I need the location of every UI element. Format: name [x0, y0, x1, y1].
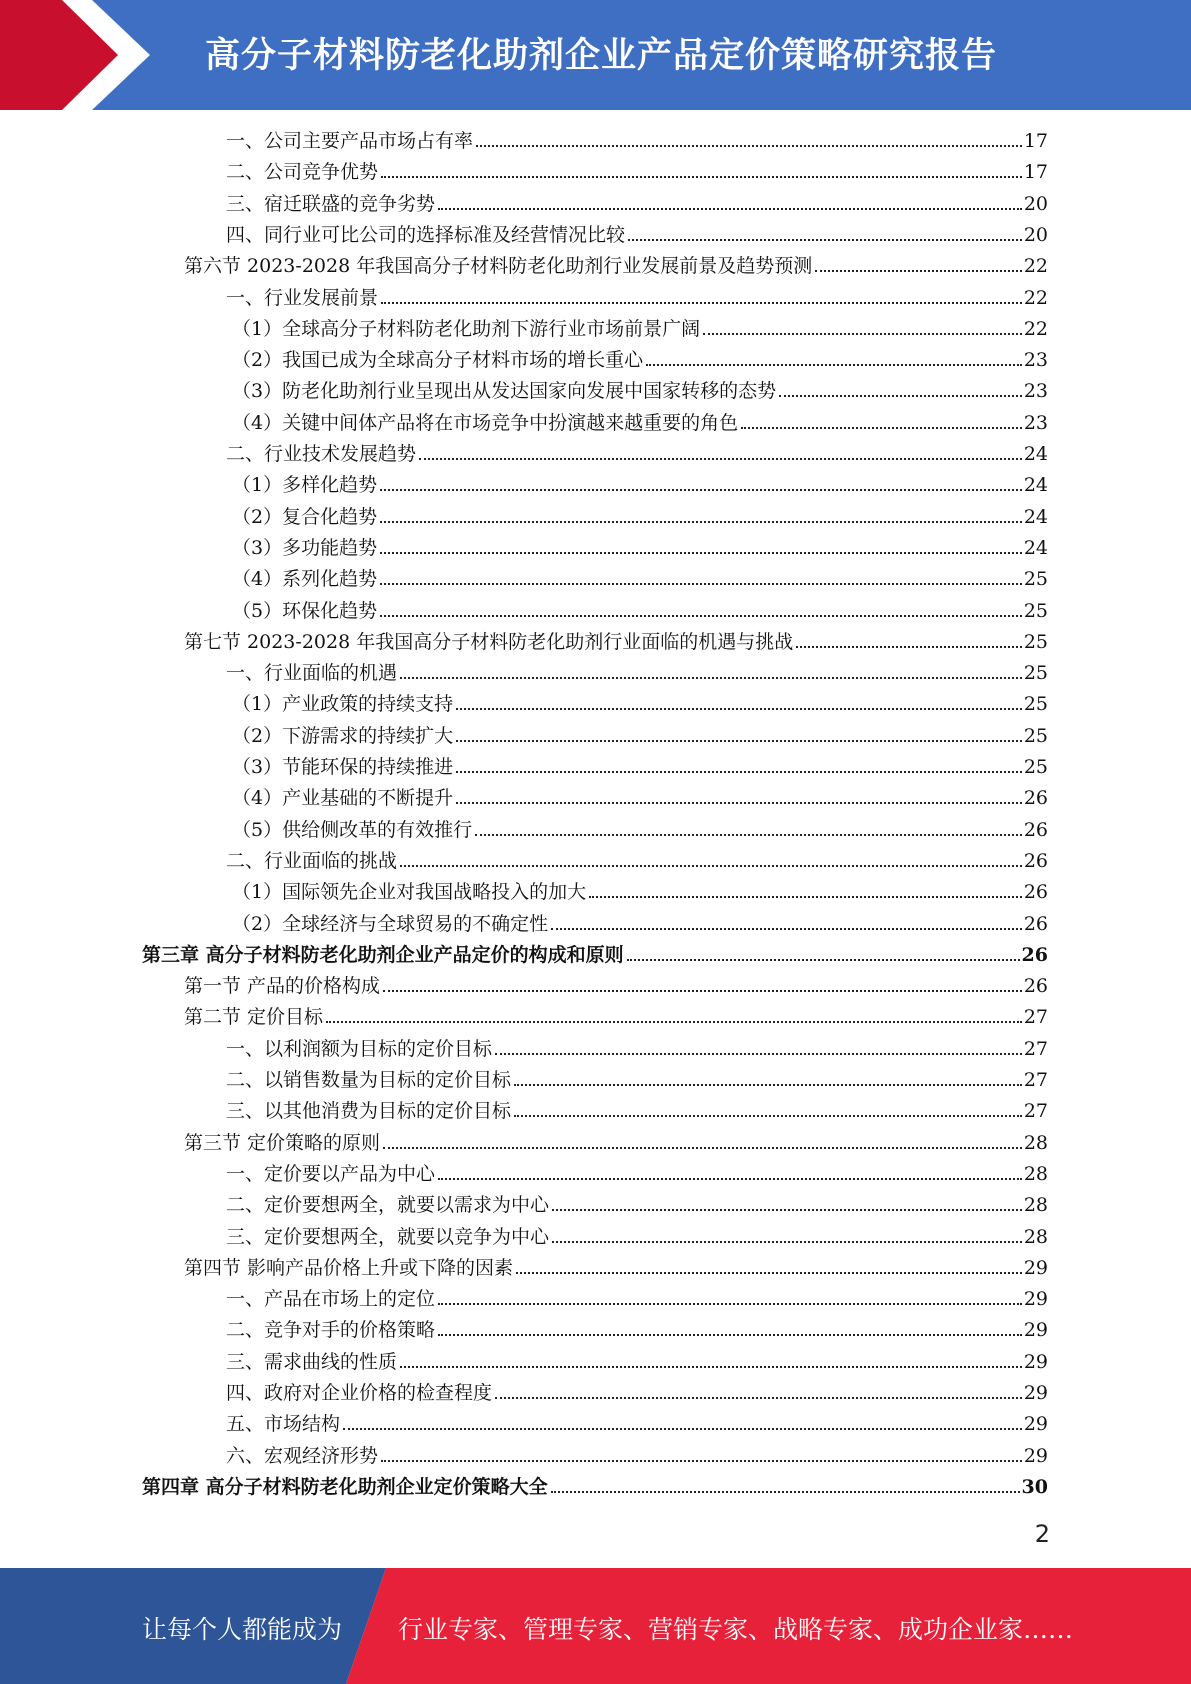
toc-entry-page: 17 — [1023, 130, 1048, 152]
toc-entry-page: 29 — [1023, 1445, 1048, 1467]
toc-dot-leader — [741, 427, 1022, 429]
toc-entry-label: （1）国际领先企业对我国战略投入的加大 — [232, 881, 587, 903]
toc-entry-label: （2）全球经济与全球贸易的不确定性 — [232, 913, 549, 935]
toc-dot-leader — [646, 364, 1022, 366]
toc-dot-leader — [438, 1334, 1022, 1336]
toc-entry-page: 29 — [1023, 1319, 1048, 1341]
toc-dot-leader — [380, 552, 1022, 554]
toc-entry-page: 28 — [1023, 1132, 1048, 1154]
toc-entry[interactable] — [226, 1380, 1048, 1406]
toc-entry-label: 二、以销售数量为目标的定价目标 — [226, 1069, 512, 1091]
toc-entry-page: 24 — [1023, 443, 1048, 465]
toc-entry-page: 24 — [1023, 537, 1048, 559]
toc-entry-page: 30 — [1021, 1476, 1048, 1498]
toc-entry-label: 二、行业面临的挑战 — [226, 850, 398, 872]
toc-entry-page: 29 — [1023, 1257, 1048, 1279]
toc-entry-label: （2）复合化趋势 — [232, 506, 378, 528]
footer-slogan-right: 行业专家、管理专家、营销专家、战略专家、成功企业家…… — [398, 1615, 1074, 1644]
toc-dot-leader — [419, 458, 1022, 460]
toc-entry[interactable] — [226, 285, 1048, 311]
toc-entry[interactable] — [232, 316, 1048, 342]
toc-entry-label: 第四节 影响产品价格上升或下降的因素 — [184, 1257, 514, 1279]
toc-entry-label: 一、定价要以产品为中心 — [226, 1163, 436, 1185]
toc-entry-page: 26 — [1023, 975, 1048, 997]
toc-entry[interactable] — [226, 1286, 1048, 1312]
toc-entry[interactable] — [142, 1474, 1048, 1500]
toc-dot-leader — [326, 1021, 1022, 1023]
toc-entry[interactable] — [226, 1036, 1048, 1062]
toc-entry-page: 26 — [1023, 881, 1048, 903]
toc-dot-leader — [815, 270, 1022, 272]
toc-dot-leader — [438, 1303, 1022, 1305]
toc-entry-page: 22 — [1023, 318, 1048, 340]
toc-dot-leader — [552, 1241, 1022, 1243]
toc-entry-page: 26 — [1023, 819, 1048, 841]
toc-entry-page: 28 — [1023, 1194, 1048, 1216]
toc-entry-page: 25 — [1023, 568, 1048, 590]
toc-entry-label: （5）环保化趋势 — [232, 600, 378, 622]
toc-entry-label: （5）供给侧改革的有效推行 — [232, 819, 473, 841]
toc-entry-label: （1）全球高分子材料防老化助剂下游行业市场前景广阔 — [232, 318, 701, 340]
toc-dot-leader — [381, 302, 1022, 304]
toc-dot-leader — [495, 1397, 1022, 1399]
toc-entry-page: 20 — [1023, 193, 1048, 215]
toc-dot-leader — [380, 615, 1022, 617]
toc-entry-page: 23 — [1023, 349, 1048, 371]
toc-entry-label: （4）产业基础的不断提升 — [232, 787, 454, 809]
toc-entry-label: （1）多样化趋势 — [232, 474, 378, 496]
toc-entry[interactable] — [226, 1317, 1048, 1343]
toc-entry-label: （1）产业政策的持续支持 — [232, 693, 454, 715]
toc-entry-label: （2）下游需求的持续扩大 — [232, 725, 454, 747]
toc-entry-page: 25 — [1023, 756, 1048, 778]
toc-entry[interactable] — [184, 973, 1048, 999]
toc-entry[interactable] — [184, 1004, 1048, 1030]
toc-dot-leader — [552, 1209, 1022, 1211]
toc-entry-page: 22 — [1023, 255, 1048, 277]
toc-entry-label: 二、公司竞争优势 — [226, 161, 379, 183]
toc-entry-label: 第四章 高分子材料防老化助剂企业定价策略大全 — [142, 1476, 548, 1498]
footer-slogan-left: 让每个人都能成为 — [142, 1615, 343, 1644]
toc-entry-page: 17 — [1023, 161, 1048, 183]
toc-entry-label: 一、产品在市场上的定位 — [226, 1288, 436, 1310]
toc-entry-label: 一、公司主要产品市场占有率 — [226, 130, 474, 152]
toc-entry[interactable] — [232, 785, 1048, 811]
toc-dot-leader — [381, 176, 1022, 178]
toc-entry[interactable] — [226, 441, 1048, 467]
toc-entry-page: 25 — [1023, 725, 1048, 747]
toc-entry-label: （4）系列化趋势 — [232, 568, 378, 590]
toc-entry[interactable] — [226, 1067, 1048, 1093]
toc-dot-leader — [514, 1115, 1022, 1117]
toc-entry-page: 27 — [1023, 1038, 1048, 1060]
toc-entry-label: 第七节 2023-2028 年我国高分子材料防老化助剂行业面临的机遇与挑战 — [184, 631, 794, 653]
toc-entry-page: 29 — [1023, 1413, 1048, 1435]
toc-entry-page: 27 — [1023, 1069, 1048, 1091]
toc-entry[interactable] — [232, 879, 1048, 905]
toc-dot-leader — [380, 521, 1022, 523]
toc-entry-page: 28 — [1023, 1163, 1048, 1185]
toc-entry-label: 一、以利润额为目标的定价目标 — [226, 1038, 493, 1060]
toc-entry-page: 26 — [1023, 913, 1048, 935]
toc-entry-page: 29 — [1023, 1288, 1048, 1310]
toc-entry-label: 第六节 2023-2028 年我国高分子材料防老化助剂行业发展前景及趋势预测 — [184, 255, 813, 277]
toc-entry-page: 24 — [1023, 474, 1048, 496]
toc-entry-page: 27 — [1023, 1006, 1048, 1028]
toc-entry[interactable] — [232, 911, 1048, 937]
toc-entry-page: 23 — [1023, 412, 1048, 434]
toc-entry-label: 四、政府对企业价格的检查程度 — [226, 1382, 493, 1404]
toc-entry-page: 23 — [1023, 380, 1048, 402]
toc-entry[interactable] — [232, 566, 1048, 592]
toc-entry[interactable] — [226, 1161, 1048, 1187]
toc-entry-page: 24 — [1023, 506, 1048, 528]
toc-entry[interactable] — [226, 1192, 1048, 1218]
toc-dot-leader — [383, 990, 1022, 992]
toc-entry-label: 三、以其他消费为目标的定价目标 — [226, 1100, 512, 1122]
toc-entry-label: （3）防老化助剂行业呈现出从发达国家向发展中国家转移的态势 — [232, 380, 777, 402]
toc-entry-page: 25 — [1023, 631, 1048, 653]
page-footer — [0, 1568, 1191, 1684]
toc-entry[interactable] — [232, 504, 1048, 530]
toc-entry[interactable] — [232, 378, 1048, 404]
toc-dot-leader — [456, 771, 1022, 773]
toc-dot-leader — [779, 395, 1022, 397]
toc-dot-leader — [514, 1084, 1022, 1086]
toc-entry-label: 三、需求曲线的性质 — [226, 1351, 398, 1373]
toc-dot-leader — [380, 583, 1022, 585]
toc-entry-label: 一、行业面临的机遇 — [226, 662, 398, 684]
toc-entry[interactable] — [232, 347, 1048, 373]
toc-dot-leader — [456, 708, 1022, 710]
toc-entry-page: 25 — [1023, 693, 1048, 715]
toc-entry[interactable] — [142, 942, 1048, 968]
toc-dot-leader — [551, 928, 1022, 930]
toc-entry-label: 四、同行业可比公司的选择标准及经营情况比较 — [226, 224, 626, 246]
toc-entry[interactable] — [184, 1130, 1048, 1156]
toc-entry-label: （3）节能环保的持续推进 — [232, 756, 454, 778]
toc-entry[interactable] — [184, 253, 1048, 279]
toc-entry-page: 28 — [1023, 1226, 1048, 1248]
toc-entry-label: （4）关键中间体产品将在市场竞争中扮演越来越重要的角色 — [232, 412, 739, 434]
toc-entry-page: 22 — [1023, 287, 1048, 309]
toc-entry-page: 29 — [1023, 1351, 1048, 1373]
toc-entry[interactable] — [226, 128, 1048, 154]
toc-dot-leader — [628, 239, 1022, 241]
toc-entry-label: 第三节 定价策略的原则 — [184, 1132, 381, 1154]
toc-entry-label: （2）我国已成为全球高分子材料市场的增长重心 — [232, 349, 644, 371]
toc-entry[interactable] — [226, 1411, 1048, 1437]
toc-dot-leader — [551, 1491, 1020, 1493]
toc-dot-leader — [380, 489, 1022, 491]
toc-entry-page: 25 — [1023, 600, 1048, 622]
toc-dot-leader — [627, 959, 1020, 961]
toc-entry[interactable] — [232, 817, 1048, 843]
toc-entry-label: （3）多功能趋势 — [232, 537, 378, 559]
toc-entry-label: 三、宿迁联盛的竞争劣势 — [226, 193, 436, 215]
toc-entry-label: 五、市场结构 — [226, 1413, 341, 1435]
toc-entry[interactable] — [226, 1443, 1048, 1469]
toc-entry[interactable] — [226, 191, 1048, 217]
toc-entry-page: 29 — [1023, 1382, 1048, 1404]
toc-entry-label: 第一节 产品的价格构成 — [184, 975, 381, 997]
toc-dot-leader — [495, 1053, 1022, 1055]
toc-entry-label: 第二节 定价目标 — [184, 1006, 324, 1028]
toc-entry[interactable] — [226, 222, 1048, 248]
toc-entry-page: 27 — [1023, 1100, 1048, 1122]
toc-entry[interactable] — [226, 660, 1048, 686]
toc-entry-label: 二、定价要想两全，就要以需求为中心 — [226, 1194, 550, 1216]
toc-entry[interactable] — [226, 1349, 1048, 1375]
toc-entry-label: 三、定价要想两全，就要以竞争为中心 — [226, 1226, 550, 1248]
toc-entry[interactable] — [232, 754, 1048, 780]
toc-dot-leader — [456, 802, 1022, 804]
toc-entry-label: 二、竞争对手的价格策略 — [226, 1319, 436, 1341]
toc-entry[interactable] — [232, 535, 1048, 561]
toc-dot-leader — [456, 740, 1022, 742]
toc-dot-leader — [381, 1460, 1022, 1462]
toc-entry-label: 第三章 高分子材料防老化助剂企业产品定价的构成和原则 — [142, 944, 624, 966]
toc-entry[interactable] — [184, 1255, 1048, 1281]
toc-dot-leader — [516, 1272, 1022, 1274]
toc-dot-leader — [400, 1366, 1022, 1368]
toc-entry-page: 26 — [1023, 787, 1048, 809]
toc-dot-leader — [438, 208, 1022, 210]
toc-entry[interactable] — [232, 691, 1048, 717]
toc-dot-leader — [383, 1147, 1022, 1149]
toc-dot-leader — [703, 333, 1022, 335]
toc-dot-leader — [475, 834, 1022, 836]
toc-entry[interactable] — [226, 159, 1048, 185]
toc-entry-page: 20 — [1023, 224, 1048, 246]
toc-entry[interactable] — [232, 598, 1048, 624]
toc-entry[interactable] — [232, 472, 1048, 498]
toc-entry-page: 26 — [1023, 850, 1048, 872]
page-header — [0, 0, 1191, 110]
toc-entry[interactable] — [232, 723, 1048, 749]
toc-entry-page: 25 — [1023, 662, 1048, 684]
toc-dot-leader — [476, 145, 1022, 147]
toc-dot-leader — [438, 1178, 1022, 1180]
toc-entry-label: 二、行业技术发展趋势 — [226, 443, 417, 465]
toc-entry[interactable] — [226, 1224, 1048, 1250]
toc-entry-label: 六、宏观经济形势 — [226, 1445, 379, 1467]
toc-dot-leader — [796, 646, 1022, 648]
toc-dot-leader — [589, 896, 1022, 898]
toc-entry[interactable] — [184, 629, 1048, 655]
toc-dot-leader — [400, 677, 1022, 679]
report-title: 高分子材料防老化助剂企业产品定价策略研究报告 — [205, 36, 998, 76]
page-number: 2 — [1034, 1520, 1050, 1548]
header-arrow-icon — [0, 0, 160, 110]
toc-entry[interactable] — [226, 848, 1048, 874]
toc-entry[interactable] — [226, 1098, 1048, 1124]
toc-dot-leader — [343, 1428, 1022, 1430]
toc-entry-label: 一、行业发展前景 — [226, 287, 379, 309]
toc-entry-page: 26 — [1021, 944, 1048, 966]
toc-entry[interactable] — [232, 410, 1048, 436]
toc-dot-leader — [400, 865, 1022, 867]
